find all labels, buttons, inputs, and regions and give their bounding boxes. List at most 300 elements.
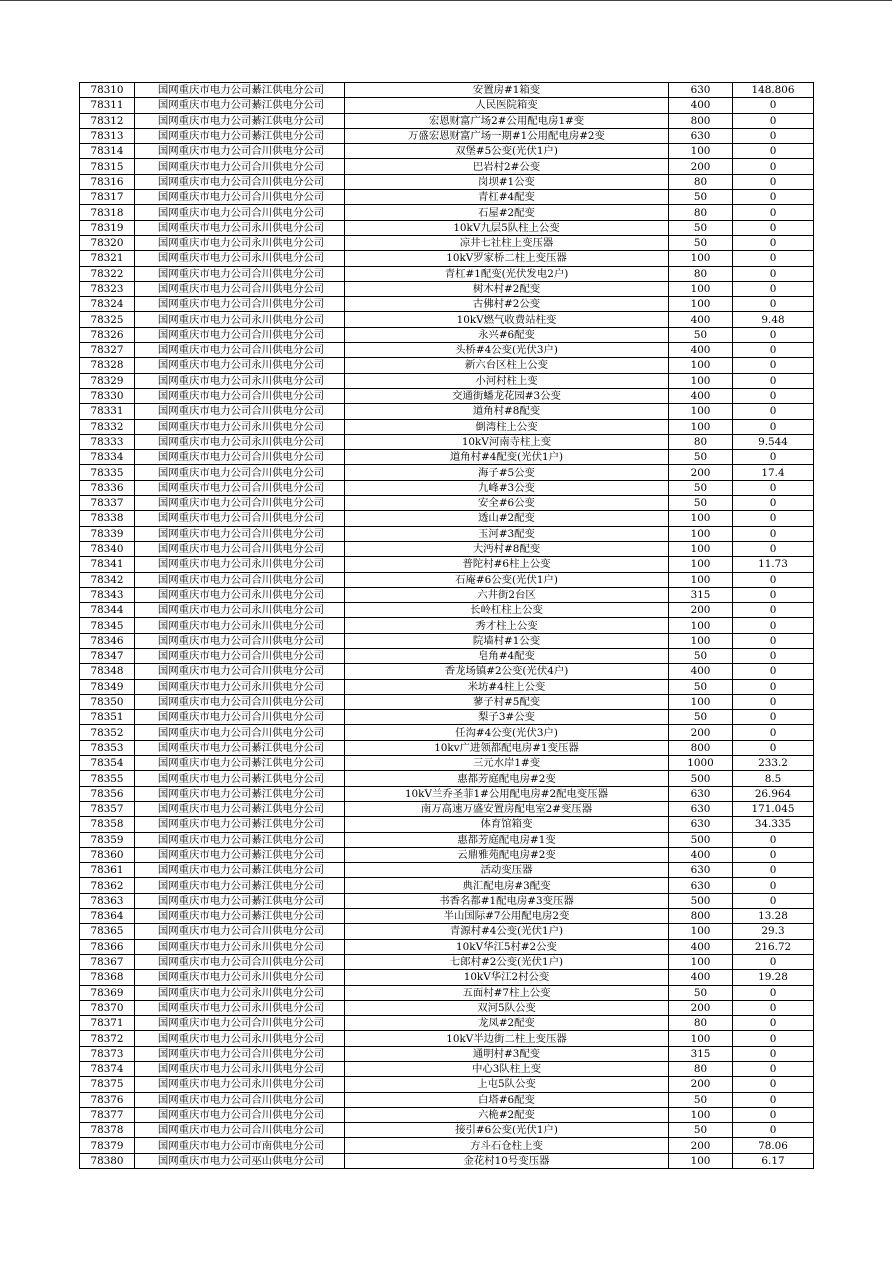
row-id-cell: 78369 bbox=[80, 985, 135, 1000]
capacity-cell: 200 bbox=[669, 1000, 733, 1015]
row-id-cell: 78324 bbox=[80, 297, 135, 312]
value-cell: 0 bbox=[733, 985, 814, 1000]
capacity-cell: 50 bbox=[669, 496, 733, 511]
table-row bbox=[80, 251, 814, 266]
row-id-cell: 78330 bbox=[80, 388, 135, 403]
table-row bbox=[80, 985, 814, 1000]
row-id-cell: 78312 bbox=[80, 113, 135, 128]
table-row bbox=[80, 648, 814, 663]
company-cell: 国网重庆市电力公司巫山供电分公司 bbox=[135, 1153, 345, 1168]
row-id-cell: 78317 bbox=[80, 190, 135, 205]
company-cell: 国网重庆市电力公司永川供电分公司 bbox=[135, 358, 345, 373]
company-cell: 国网重庆市电力公司永川供电分公司 bbox=[135, 618, 345, 633]
transformer-name-cell: 任沟#4公变(光伏3户) bbox=[345, 725, 669, 740]
row-id-cell: 78325 bbox=[80, 312, 135, 327]
page-top-border bbox=[0, 0, 892, 1]
transformer-name-cell: 10kv广进领都配电房#1变压器 bbox=[345, 740, 669, 755]
row-id-cell: 78348 bbox=[80, 664, 135, 679]
company-cell: 国网重庆市电力公司合川供电分公司 bbox=[135, 526, 345, 541]
transformer-name-cell: 安全#6公变 bbox=[345, 496, 669, 511]
company-cell: 国网重庆市电力公司永川供电分公司 bbox=[135, 587, 345, 602]
company-cell: 国网重庆市电力公司合川供电分公司 bbox=[135, 450, 345, 465]
value-cell: 0 bbox=[733, 603, 814, 618]
company-cell: 国网重庆市电力公司永川供电分公司 bbox=[135, 1077, 345, 1092]
capacity-cell: 630 bbox=[669, 83, 733, 98]
company-cell: 国网重庆市电力公司永川供电分公司 bbox=[135, 679, 345, 694]
company-cell: 国网重庆市电力公司永川供电分公司 bbox=[135, 434, 345, 449]
row-id-cell: 78378 bbox=[80, 1123, 135, 1138]
capacity-cell: 200 bbox=[669, 725, 733, 740]
table-row bbox=[80, 327, 814, 342]
company-cell: 国网重庆市电力公司合川供电分公司 bbox=[135, 388, 345, 403]
value-cell: 0 bbox=[733, 633, 814, 648]
row-id-cell: 78350 bbox=[80, 694, 135, 709]
table-row bbox=[80, 281, 814, 296]
table-row bbox=[80, 113, 814, 128]
table-row bbox=[80, 388, 814, 403]
value-cell: 0 bbox=[733, 893, 814, 908]
table-row bbox=[80, 312, 814, 327]
company-cell: 国网重庆市电力公司綦江供电分公司 bbox=[135, 817, 345, 832]
row-id-cell: 78372 bbox=[80, 1031, 135, 1046]
capacity-cell: 50 bbox=[669, 480, 733, 495]
transformer-name-cell: 米坊#4柱上公变 bbox=[345, 679, 669, 694]
value-cell: 0 bbox=[733, 725, 814, 740]
transformer-name-cell: 10kV九层5队柱上公变 bbox=[345, 220, 669, 235]
capacity-cell: 100 bbox=[669, 144, 733, 159]
table-row bbox=[80, 863, 814, 878]
value-cell: 0 bbox=[733, 128, 814, 143]
row-id-cell: 78334 bbox=[80, 450, 135, 465]
company-cell: 国网重庆市电力公司綦江供电分公司 bbox=[135, 128, 345, 143]
value-cell: 0 bbox=[733, 327, 814, 342]
table-row bbox=[80, 633, 814, 648]
table-row bbox=[80, 710, 814, 725]
value-cell: 0 bbox=[733, 343, 814, 358]
value-cell: 0 bbox=[733, 832, 814, 847]
row-id-cell: 78343 bbox=[80, 587, 135, 602]
row-id-cell: 78366 bbox=[80, 939, 135, 954]
company-cell: 国网重庆市电力公司合川供电分公司 bbox=[135, 954, 345, 969]
value-cell: 0 bbox=[733, 404, 814, 419]
table-row bbox=[80, 832, 814, 847]
value-cell: 0 bbox=[733, 419, 814, 434]
company-cell: 国网重庆市电力公司永川供电分公司 bbox=[135, 1000, 345, 1015]
value-cell: 0 bbox=[733, 954, 814, 969]
value-cell: 0 bbox=[733, 648, 814, 663]
company-cell: 国网重庆市电力公司永川供电分公司 bbox=[135, 419, 345, 434]
value-cell: 0 bbox=[733, 220, 814, 235]
transformer-name-cell: 青杠#4配变 bbox=[345, 190, 669, 205]
row-id-cell: 78340 bbox=[80, 541, 135, 556]
capacity-cell: 100 bbox=[669, 694, 733, 709]
transformer-name-cell: 活动变压器 bbox=[345, 863, 669, 878]
company-cell: 国网重庆市电力公司綦江供电分公司 bbox=[135, 863, 345, 878]
transformer-name-cell: 大沔村#8配变 bbox=[345, 541, 669, 556]
transformer-name-cell: 双堡#5公变(光伏1户) bbox=[345, 144, 669, 159]
transformer-name-cell: 接引#6公变(光伏1户) bbox=[345, 1123, 669, 1138]
capacity-cell: 80 bbox=[669, 434, 733, 449]
transformer-name-cell: 九峰#3公变 bbox=[345, 480, 669, 495]
company-cell: 国网重庆市电力公司合川供电分公司 bbox=[135, 572, 345, 587]
company-cell: 国网重庆市电力公司市南供电分公司 bbox=[135, 1138, 345, 1153]
value-cell: 34.335 bbox=[733, 817, 814, 832]
transformer-name-cell: 10kV半边街二柱上变压器 bbox=[345, 1031, 669, 1046]
transformer-name-cell: 青源村#4公变(光伏1户) bbox=[345, 924, 669, 939]
value-cell: 0 bbox=[733, 266, 814, 281]
transformer-name-cell: 六桅#2配变 bbox=[345, 1107, 669, 1122]
transformer-name-cell: 新六台区柱上公变 bbox=[345, 358, 669, 373]
value-cell: 0 bbox=[733, 144, 814, 159]
company-cell: 国网重庆市电力公司綦江供电分公司 bbox=[135, 878, 345, 893]
transformer-name-cell: 书香名都#1配电房#3变压器 bbox=[345, 893, 669, 908]
capacity-cell: 100 bbox=[669, 404, 733, 419]
row-id-cell: 78328 bbox=[80, 358, 135, 373]
table-row bbox=[80, 159, 814, 174]
transformer-name-cell: 半山国际#7公用配电房2变 bbox=[345, 909, 669, 924]
transformer-name-cell: 宏恩财富广场2#公用配电房1#变 bbox=[345, 113, 669, 128]
row-id-cell: 78346 bbox=[80, 633, 135, 648]
transformer-name-cell: 通明村#3配变 bbox=[345, 1046, 669, 1061]
table-row bbox=[80, 817, 814, 832]
capacity-cell: 800 bbox=[669, 740, 733, 755]
transformer-name-cell: 香龙场镇#2公变(光伏4户) bbox=[345, 664, 669, 679]
value-cell: 11.73 bbox=[733, 557, 814, 572]
row-id-cell: 78313 bbox=[80, 128, 135, 143]
transformer-name-cell: 10kV兰乔圣菲1#公用配电房#2配电变压器 bbox=[345, 786, 669, 801]
table-row bbox=[80, 664, 814, 679]
value-cell: 148.806 bbox=[733, 83, 814, 98]
table-row bbox=[80, 1107, 814, 1122]
row-id-cell: 78329 bbox=[80, 373, 135, 388]
company-cell: 国网重庆市电力公司合川供电分公司 bbox=[135, 465, 345, 480]
row-id-cell: 78338 bbox=[80, 511, 135, 526]
table-row bbox=[80, 434, 814, 449]
company-cell: 国网重庆市电力公司合川供电分公司 bbox=[135, 633, 345, 648]
transformer-name-cell: 院墙村#1公变 bbox=[345, 633, 669, 648]
value-cell: 9.48 bbox=[733, 312, 814, 327]
table-row bbox=[80, 694, 814, 709]
row-id-cell: 78316 bbox=[80, 174, 135, 189]
value-cell: 0 bbox=[733, 863, 814, 878]
capacity-cell: 80 bbox=[669, 266, 733, 281]
capacity-cell: 630 bbox=[669, 863, 733, 878]
row-id-cell: 78371 bbox=[80, 1016, 135, 1031]
table-row bbox=[80, 1153, 814, 1168]
table-row bbox=[80, 1000, 814, 1015]
table-row bbox=[80, 496, 814, 511]
row-id-cell: 78333 bbox=[80, 434, 135, 449]
table-row bbox=[80, 939, 814, 954]
transformer-name-cell: 头桥#4公变(光伏3户) bbox=[345, 343, 669, 358]
row-id-cell: 78380 bbox=[80, 1153, 135, 1168]
value-cell: 216.72 bbox=[733, 939, 814, 954]
value-cell: 0 bbox=[733, 587, 814, 602]
capacity-cell: 200 bbox=[669, 1077, 733, 1092]
table-row bbox=[80, 893, 814, 908]
transformer-name-cell: 凉井七社柱上变压器 bbox=[345, 235, 669, 250]
transformer-name-cell: 惠都芳庭配电房#2变 bbox=[345, 771, 669, 786]
table-row bbox=[80, 1092, 814, 1107]
value-cell: 8.5 bbox=[733, 771, 814, 786]
transformer-name-cell: 10kV罗家桥二柱上变压器 bbox=[345, 251, 669, 266]
value-cell: 0 bbox=[733, 235, 814, 250]
value-cell: 0 bbox=[733, 1031, 814, 1046]
transformer-name-cell: 道角村#8配变 bbox=[345, 404, 669, 419]
row-id-cell: 78353 bbox=[80, 740, 135, 755]
table-row bbox=[80, 924, 814, 939]
capacity-cell: 630 bbox=[669, 128, 733, 143]
table-row bbox=[80, 954, 814, 969]
table-row bbox=[80, 679, 814, 694]
company-cell: 国网重庆市电力公司合川供电分公司 bbox=[135, 327, 345, 342]
table-row bbox=[80, 450, 814, 465]
transformer-name-cell: 透山#2配变 bbox=[345, 511, 669, 526]
row-id-cell: 78342 bbox=[80, 572, 135, 587]
value-cell: 0 bbox=[733, 1092, 814, 1107]
row-id-cell: 78359 bbox=[80, 832, 135, 847]
value-cell: 0 bbox=[733, 98, 814, 113]
table-row bbox=[80, 1046, 814, 1061]
capacity-cell: 400 bbox=[669, 343, 733, 358]
transformer-name-cell: 中心3队柱上变 bbox=[345, 1062, 669, 1077]
value-cell: 0 bbox=[733, 664, 814, 679]
value-cell: 0 bbox=[733, 526, 814, 541]
row-id-cell: 78374 bbox=[80, 1062, 135, 1077]
capacity-cell: 80 bbox=[669, 174, 733, 189]
company-cell: 国网重庆市电力公司永川供电分公司 bbox=[135, 985, 345, 1000]
capacity-cell: 80 bbox=[669, 1062, 733, 1077]
table-row bbox=[80, 771, 814, 786]
row-id-cell: 78344 bbox=[80, 603, 135, 618]
capacity-cell: 200 bbox=[669, 603, 733, 618]
capacity-cell: 50 bbox=[669, 235, 733, 250]
company-cell: 国网重庆市电力公司綦江供电分公司 bbox=[135, 98, 345, 113]
capacity-cell: 50 bbox=[669, 327, 733, 342]
capacity-cell: 100 bbox=[669, 557, 733, 572]
capacity-cell: 315 bbox=[669, 587, 733, 602]
table-row bbox=[80, 297, 814, 312]
transformer-name-cell: 蓼子村#5配变 bbox=[345, 694, 669, 709]
transformer-name-cell: 三元水岸1#变 bbox=[345, 756, 669, 771]
row-id-cell: 78336 bbox=[80, 480, 135, 495]
row-id-cell: 78356 bbox=[80, 786, 135, 801]
table-row bbox=[80, 526, 814, 541]
capacity-cell: 50 bbox=[669, 985, 733, 1000]
capacity-cell: 50 bbox=[669, 679, 733, 694]
capacity-cell: 100 bbox=[669, 1153, 733, 1168]
transformer-name-cell: 人民医院箱变 bbox=[345, 98, 669, 113]
table-row bbox=[80, 878, 814, 893]
company-cell: 国网重庆市电力公司合川供电分公司 bbox=[135, 511, 345, 526]
table-row bbox=[80, 847, 814, 862]
capacity-cell: 50 bbox=[669, 220, 733, 235]
transformer-name-cell: 七郎村#2公变(光伏1户) bbox=[345, 954, 669, 969]
value-cell: 0 bbox=[733, 572, 814, 587]
capacity-cell: 100 bbox=[669, 954, 733, 969]
row-id-cell: 78331 bbox=[80, 404, 135, 419]
transformer-name-cell: 方斗石仓柱上变 bbox=[345, 1138, 669, 1153]
company-cell: 国网重庆市电力公司合川供电分公司 bbox=[135, 266, 345, 281]
capacity-cell: 500 bbox=[669, 832, 733, 847]
value-cell: 0 bbox=[733, 159, 814, 174]
transformer-name-cell: 道角村#4配变(光伏1户) bbox=[345, 450, 669, 465]
company-cell: 国网重庆市电力公司永川供电分公司 bbox=[135, 970, 345, 985]
capacity-cell: 100 bbox=[669, 1107, 733, 1122]
value-cell: 0 bbox=[733, 205, 814, 220]
company-cell: 国网重庆市电力公司綦江供电分公司 bbox=[135, 740, 345, 755]
value-cell: 19.28 bbox=[733, 970, 814, 985]
value-cell: 0 bbox=[733, 710, 814, 725]
table-row bbox=[80, 98, 814, 113]
capacity-cell: 630 bbox=[669, 878, 733, 893]
transformer-name-cell: 秀才柱上公变 bbox=[345, 618, 669, 633]
table-row bbox=[80, 144, 814, 159]
value-cell: 0 bbox=[733, 358, 814, 373]
transformer-name-cell: 梨子3#公变 bbox=[345, 710, 669, 725]
capacity-cell: 50 bbox=[669, 1092, 733, 1107]
company-cell: 国网重庆市电力公司合川供电分公司 bbox=[135, 541, 345, 556]
table-row bbox=[80, 909, 814, 924]
capacity-cell: 80 bbox=[669, 205, 733, 220]
company-cell: 国网重庆市电力公司合川供电分公司 bbox=[135, 694, 345, 709]
capacity-cell: 630 bbox=[669, 817, 733, 832]
row-id-cell: 78360 bbox=[80, 847, 135, 862]
value-cell: 0 bbox=[733, 480, 814, 495]
capacity-cell: 200 bbox=[669, 1138, 733, 1153]
value-cell: 0 bbox=[733, 694, 814, 709]
company-cell: 国网重庆市电力公司綦江供电分公司 bbox=[135, 909, 345, 924]
capacity-cell: 100 bbox=[669, 358, 733, 373]
company-cell: 国网重庆市电力公司綦江供电分公司 bbox=[135, 893, 345, 908]
table-row bbox=[80, 419, 814, 434]
transformer-name-cell: 10kV华江5村#2公变 bbox=[345, 939, 669, 954]
capacity-cell: 100 bbox=[669, 541, 733, 556]
value-cell: 0 bbox=[733, 496, 814, 511]
capacity-cell: 100 bbox=[669, 419, 733, 434]
row-id-cell: 78311 bbox=[80, 98, 135, 113]
table-row bbox=[80, 1031, 814, 1046]
row-id-cell: 78373 bbox=[80, 1046, 135, 1061]
transformer-name-cell: 小河村柱上变 bbox=[345, 373, 669, 388]
capacity-cell: 1000 bbox=[669, 756, 733, 771]
capacity-cell: 50 bbox=[669, 648, 733, 663]
value-cell: 29.3 bbox=[733, 924, 814, 939]
transformer-name-cell: 普陀村#6柱上公变 bbox=[345, 557, 669, 572]
table-row bbox=[80, 404, 814, 419]
row-id-cell: 78332 bbox=[80, 419, 135, 434]
row-id-cell: 78379 bbox=[80, 1138, 135, 1153]
row-id-cell: 78345 bbox=[80, 618, 135, 633]
row-id-cell: 78314 bbox=[80, 144, 135, 159]
company-cell: 国网重庆市电力公司永川供电分公司 bbox=[135, 312, 345, 327]
capacity-cell: 100 bbox=[669, 511, 733, 526]
transformer-name-cell: 上屯5队公变 bbox=[345, 1077, 669, 1092]
capacity-cell: 400 bbox=[669, 970, 733, 985]
company-cell: 国网重庆市电力公司綦江供电分公司 bbox=[135, 847, 345, 862]
row-id-cell: 78367 bbox=[80, 954, 135, 969]
table-row bbox=[80, 801, 814, 816]
row-id-cell: 78349 bbox=[80, 679, 135, 694]
company-cell: 国网重庆市电力公司永川供电分公司 bbox=[135, 251, 345, 266]
row-id-cell: 78364 bbox=[80, 909, 135, 924]
company-cell: 国网重庆市电力公司合川供电分公司 bbox=[135, 174, 345, 189]
company-cell: 国网重庆市电力公司永川供电分公司 bbox=[135, 557, 345, 572]
value-cell: 26.964 bbox=[733, 786, 814, 801]
row-id-cell: 78341 bbox=[80, 557, 135, 572]
table-row bbox=[80, 970, 814, 985]
transformer-name-cell: 玉河#3配变 bbox=[345, 526, 669, 541]
table-row bbox=[80, 465, 814, 480]
value-cell: 0 bbox=[733, 297, 814, 312]
company-cell: 国网重庆市电力公司合川供电分公司 bbox=[135, 1123, 345, 1138]
transformer-name-cell: 惠都芳庭配电房#1变 bbox=[345, 832, 669, 847]
row-id-cell: 78320 bbox=[80, 235, 135, 250]
value-cell: 171.045 bbox=[733, 801, 814, 816]
row-id-cell: 78326 bbox=[80, 327, 135, 342]
row-id-cell: 78361 bbox=[80, 863, 135, 878]
company-cell: 国网重庆市电力公司合川供电分公司 bbox=[135, 725, 345, 740]
capacity-cell: 50 bbox=[669, 450, 733, 465]
value-cell: 0 bbox=[733, 740, 814, 755]
value-cell: 0 bbox=[733, 251, 814, 266]
company-cell: 国网重庆市电力公司合川供电分公司 bbox=[135, 648, 345, 663]
transformer-name-cell: 南万高速万盛安置房配电室2#变压器 bbox=[345, 801, 669, 816]
table-row bbox=[80, 235, 814, 250]
table-row bbox=[80, 1077, 814, 1092]
value-cell: 0 bbox=[733, 878, 814, 893]
capacity-cell: 500 bbox=[669, 893, 733, 908]
company-cell: 国网重庆市电力公司綦江供电分公司 bbox=[135, 113, 345, 128]
transformer-name-cell: 典汇配电房#3配变 bbox=[345, 878, 669, 893]
row-id-cell: 78339 bbox=[80, 526, 135, 541]
row-id-cell: 78357 bbox=[80, 801, 135, 816]
capacity-cell: 100 bbox=[669, 373, 733, 388]
value-cell: 0 bbox=[733, 511, 814, 526]
transformer-name-cell: 古佛村#2公变 bbox=[345, 297, 669, 312]
capacity-cell: 500 bbox=[669, 771, 733, 786]
row-id-cell: 78347 bbox=[80, 648, 135, 663]
row-id-cell: 78376 bbox=[80, 1092, 135, 1107]
table-row bbox=[80, 128, 814, 143]
company-cell: 国网重庆市电力公司合川供电分公司 bbox=[135, 1107, 345, 1122]
row-id-cell: 78323 bbox=[80, 281, 135, 296]
company-cell: 国网重庆市电力公司合川供电分公司 bbox=[135, 710, 345, 725]
row-id-cell: 78377 bbox=[80, 1107, 135, 1122]
row-id-cell: 78321 bbox=[80, 251, 135, 266]
row-id-cell: 78362 bbox=[80, 878, 135, 893]
row-id-cell: 78335 bbox=[80, 465, 135, 480]
capacity-cell: 100 bbox=[669, 633, 733, 648]
table-row bbox=[80, 480, 814, 495]
value-cell: 233.2 bbox=[733, 756, 814, 771]
transformer-name-cell: 六井街2台区 bbox=[345, 587, 669, 602]
row-id-cell: 78368 bbox=[80, 970, 135, 985]
row-id-cell: 78354 bbox=[80, 756, 135, 771]
capacity-cell: 800 bbox=[669, 909, 733, 924]
company-cell: 国网重庆市电力公司永川供电分公司 bbox=[135, 1062, 345, 1077]
transformer-name-cell: 安置房#1箱变 bbox=[345, 83, 669, 98]
transformer-name-cell: 龙凤#2配变 bbox=[345, 1016, 669, 1031]
table-row bbox=[80, 343, 814, 358]
company-cell: 国网重庆市电力公司永川供电分公司 bbox=[135, 603, 345, 618]
row-id-cell: 78319 bbox=[80, 220, 135, 235]
company-cell: 国网重庆市电力公司綦江供电分公司 bbox=[135, 771, 345, 786]
company-cell: 国网重庆市电力公司合川供电分公司 bbox=[135, 297, 345, 312]
capacity-cell: 630 bbox=[669, 786, 733, 801]
company-cell: 国网重庆市电力公司綦江供电分公司 bbox=[135, 83, 345, 98]
company-cell: 国网重庆市电力公司合川供电分公司 bbox=[135, 205, 345, 220]
